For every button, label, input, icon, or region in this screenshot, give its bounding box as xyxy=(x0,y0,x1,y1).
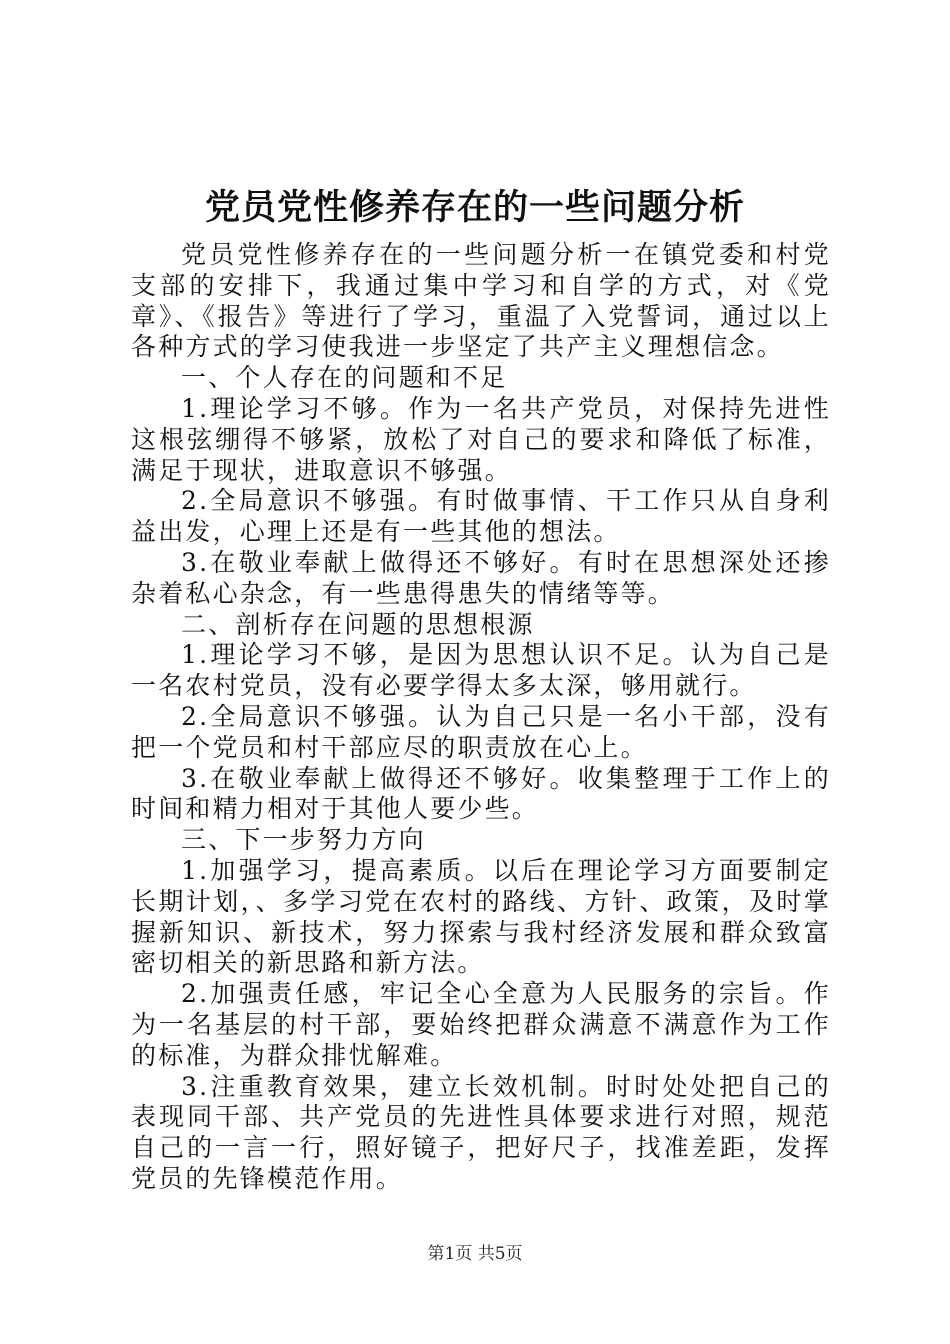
paragraph-3-3: 3.注重教育效果，建立长效机制。时时处处把自己的表现同干部、共产党员的先进性具体要求进行对照，规范自己的一言一行，照好镜子，把好尺子，找准差距，发挥党员的先锋模范作用。 xyxy=(131,1071,831,1193)
paragraph-1-1: 1.理论学习不够。作为一名共产党员，对保持先进性这根弦绷得不够紧，放松了对自己的要求和降低了标准，满足于现状，进取意识不够强。 xyxy=(131,393,831,485)
paragraph-2-3: 3.在敬业奉献上做得还不够好。收集整理于工作上的时间和精力相对于其他人要少些。 xyxy=(131,763,831,824)
paragraph-2-1: 1.理论学习不够，是因为思想认识不足。认为自己是一名农村党员，没有必要学得太多太深，够用就行。 xyxy=(131,640,831,701)
section-heading-1: 一、个人存在的问题和不足 xyxy=(181,363,508,393)
paragraph-1-2: 2.全局意识不够强。有时做事情、干工作只从自身利益出发，心理上还是有一些其他的想法。 xyxy=(131,486,831,547)
paragraph-2-2: 2.全局意识不够强。认为自己只是一名小干部，没有把一个党员和村干部应尽的职责放在心上。 xyxy=(131,701,831,762)
paragraph-3-1: 1.加强学习，提高素质。以后在理论学习方面要制定长期计划，、多学习党在农村的路线、方针、政策，及时掌握新知识、新技术，努力探索与我村经济发展和群众致富密切相关的新思路和新方法。 xyxy=(131,855,831,978)
paragraph-3-2: 2.加强责任感，牢记全心全意为人民服务的宗旨。作为一名基层的村干部，要始终把群众满意不满意作为工作的标准，为群众排忧解难。 xyxy=(131,979,831,1070)
paragraph-1-3: 3.在敬业奉献上做得还不够好。有时在思想深处还掺杂着私心杂念，有一些患得患失的情绪等等。 xyxy=(131,547,831,608)
page-footer: 第1页 共5页 xyxy=(427,1244,523,1264)
section-heading-3: 三、下一步努力方向 xyxy=(181,825,426,855)
intro-paragraph: 党员党性修养存在的一些问题分析一在镇党委和村党支部的安排下，我通过集中学习和自学的方式，对《党章》、《报告》等进行了学习，重温了入党誓词，通过以上各种方式的学习使我进一步坚定了共产主义理想信念。 xyxy=(131,240,831,362)
document-body xyxy=(131,240,831,1195)
section-heading-2: 二、剖析存在问题的思想根源 xyxy=(181,609,535,639)
document-title: 党员党性修养存在的一些问题分析 xyxy=(204,188,745,228)
